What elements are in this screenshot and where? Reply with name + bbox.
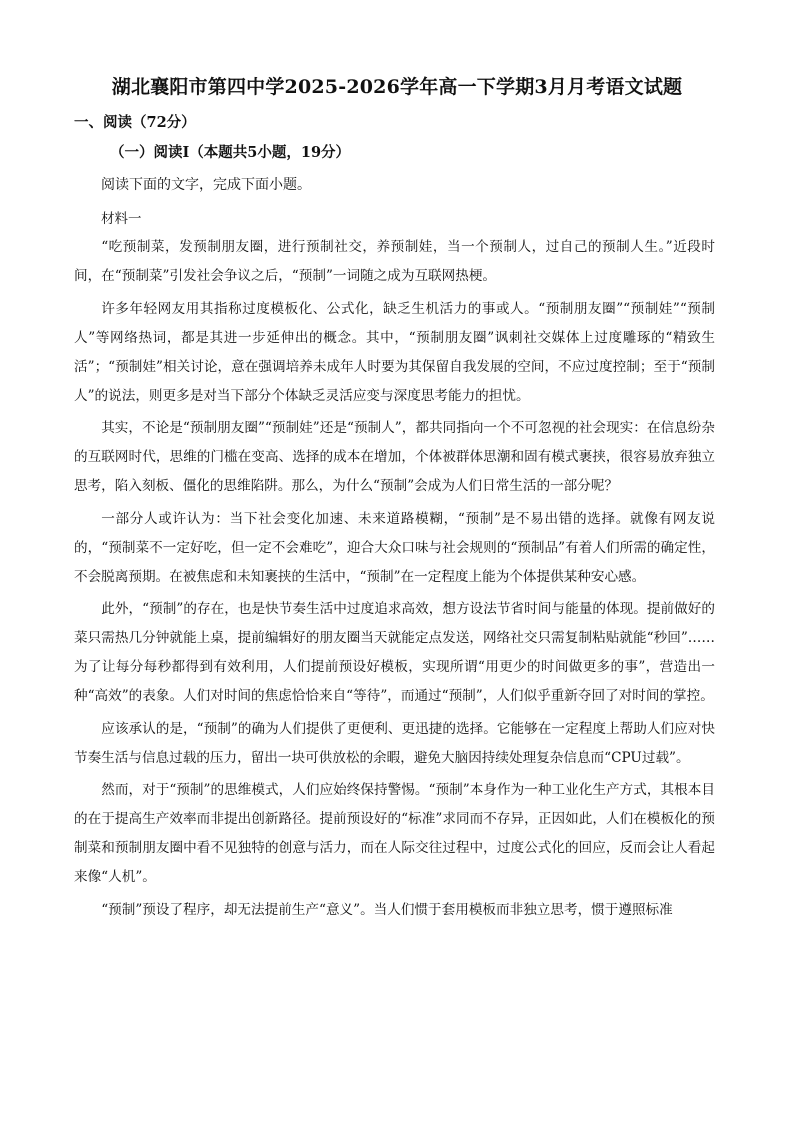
reading-passage <box>74 233 715 928</box>
section-heading: 一、阅读（72分） <box>74 114 196 131</box>
passage-paragraph: 其实，不论是“预制朋友圈”“预制娃”还是“预制人”，都共同指向一个不可忽视的社会现实：在信息纷杂的互联网时代，思维的门槛在变高、选择的成本在增加，个体被群体思潮和固有模式裹挟，很容易放弃独立思考，陷入刻板、僵化的思维陷阱。那么，为什么“预制”会成为人们日常生活的一部分呢？ <box>74 420 715 494</box>
passage-paragraph: 应该承认的是，“预制”的确为人们提供了更便利、更迅捷的选择。它能够在一定程度上帮助人们应对快节奏生活与信息过载的压力，留出一块可供放松的余暇，避免大脑因持续处理复杂信息而“CPU过载”。 <box>74 720 715 766</box>
passage-paragraph: “预制”预设了程序，却无法提前生产“意义”。当人们惯于套用模板而非独立思考，惯于遵照标准 <box>101 901 673 918</box>
passage-paragraph: 此外，“预制”的存在，也是快节奏生活中过度追求高效，想方设法节省时间与能量的体现。提前做好的菜只需热几分钟就能上桌，提前编辑好的朋友圈当天就能定点发送，网络社交只需复制粘贴就能“秒回”……为了让每分每秒都得到有效利用，人们提前预设好模板，实现所谓“用更少的时间做更多的事”，营造出一种“高效”的表象。人们对时间的焦虑恰恰来自“等待”，而通过“预制”，人们似乎重新夺回了对时间的掌控。 <box>74 601 715 704</box>
material-label: 材料一 <box>101 211 142 227</box>
document-title: 湖北襄阳市第四中学2025-2026学年高一下学期3月月考语文试题 <box>111 76 683 98</box>
passage-paragraph: 许多年轻网友用其指称过度模板化、公式化，缺乏生机活力的事或人。“预制朋友圈”“预制娃”“预制人”等网络热词，都是其进一步延伸出的概念。其中，“预制朋友圈”讽刺社交媒体上过度雕琢的“精致生活”；“预制娃”相关讨论，意在强调培养未成年人时要为其保留自我发展的空间，不应过度控制；至于“预制人”的说法，则更多是对当下部分个体缺乏灵活应变与深度思考能力的担忧。 <box>74 300 715 404</box>
sub-section-heading: （一）阅读Ⅰ（本题共5小题，19分） <box>110 144 351 161</box>
passage-paragraph: 然而，对于“预制”的思维模式，人们应始终保持警惕。“预制”本身作为一种工业化生产方式，其根本目的在于提高生产效率而非提出创新路径。提前预设好的“标准”求同而不存异，正因如此，人们在模板化的预制菜和预制朋友圈中看不见独特的创意与活力，而在人际交往过程中，过度公式化的回应，反而会让人看起来像“人机”。 <box>74 782 715 885</box>
passage-paragraph: 一部分人或许认为：当下社会变化加速、未来道路模糊，“预制”是不易出错的选择。就像有网友说的，“预制菜不一定好吃，但一定不会难吃”，迎合大众口味与社会规则的“预制品”有着人们所需的确定性，不会脱离预期。在被焦虑和未知裹挟的生活中，“预制”在一定程度上能为个体提供某种安心感。 <box>74 510 715 585</box>
reading-instruction: 阅读下面的文字，完成下面小题。 <box>101 177 311 193</box>
passage-paragraph: “吃预制菜，发预制朋友圈，进行预制社交，养预制娃，当一个预制人，过自己的预制人生。”近段时间，在“预制菜”引发社会争议之后，“预制”一词随之成为互联网热梗。 <box>74 239 715 284</box>
